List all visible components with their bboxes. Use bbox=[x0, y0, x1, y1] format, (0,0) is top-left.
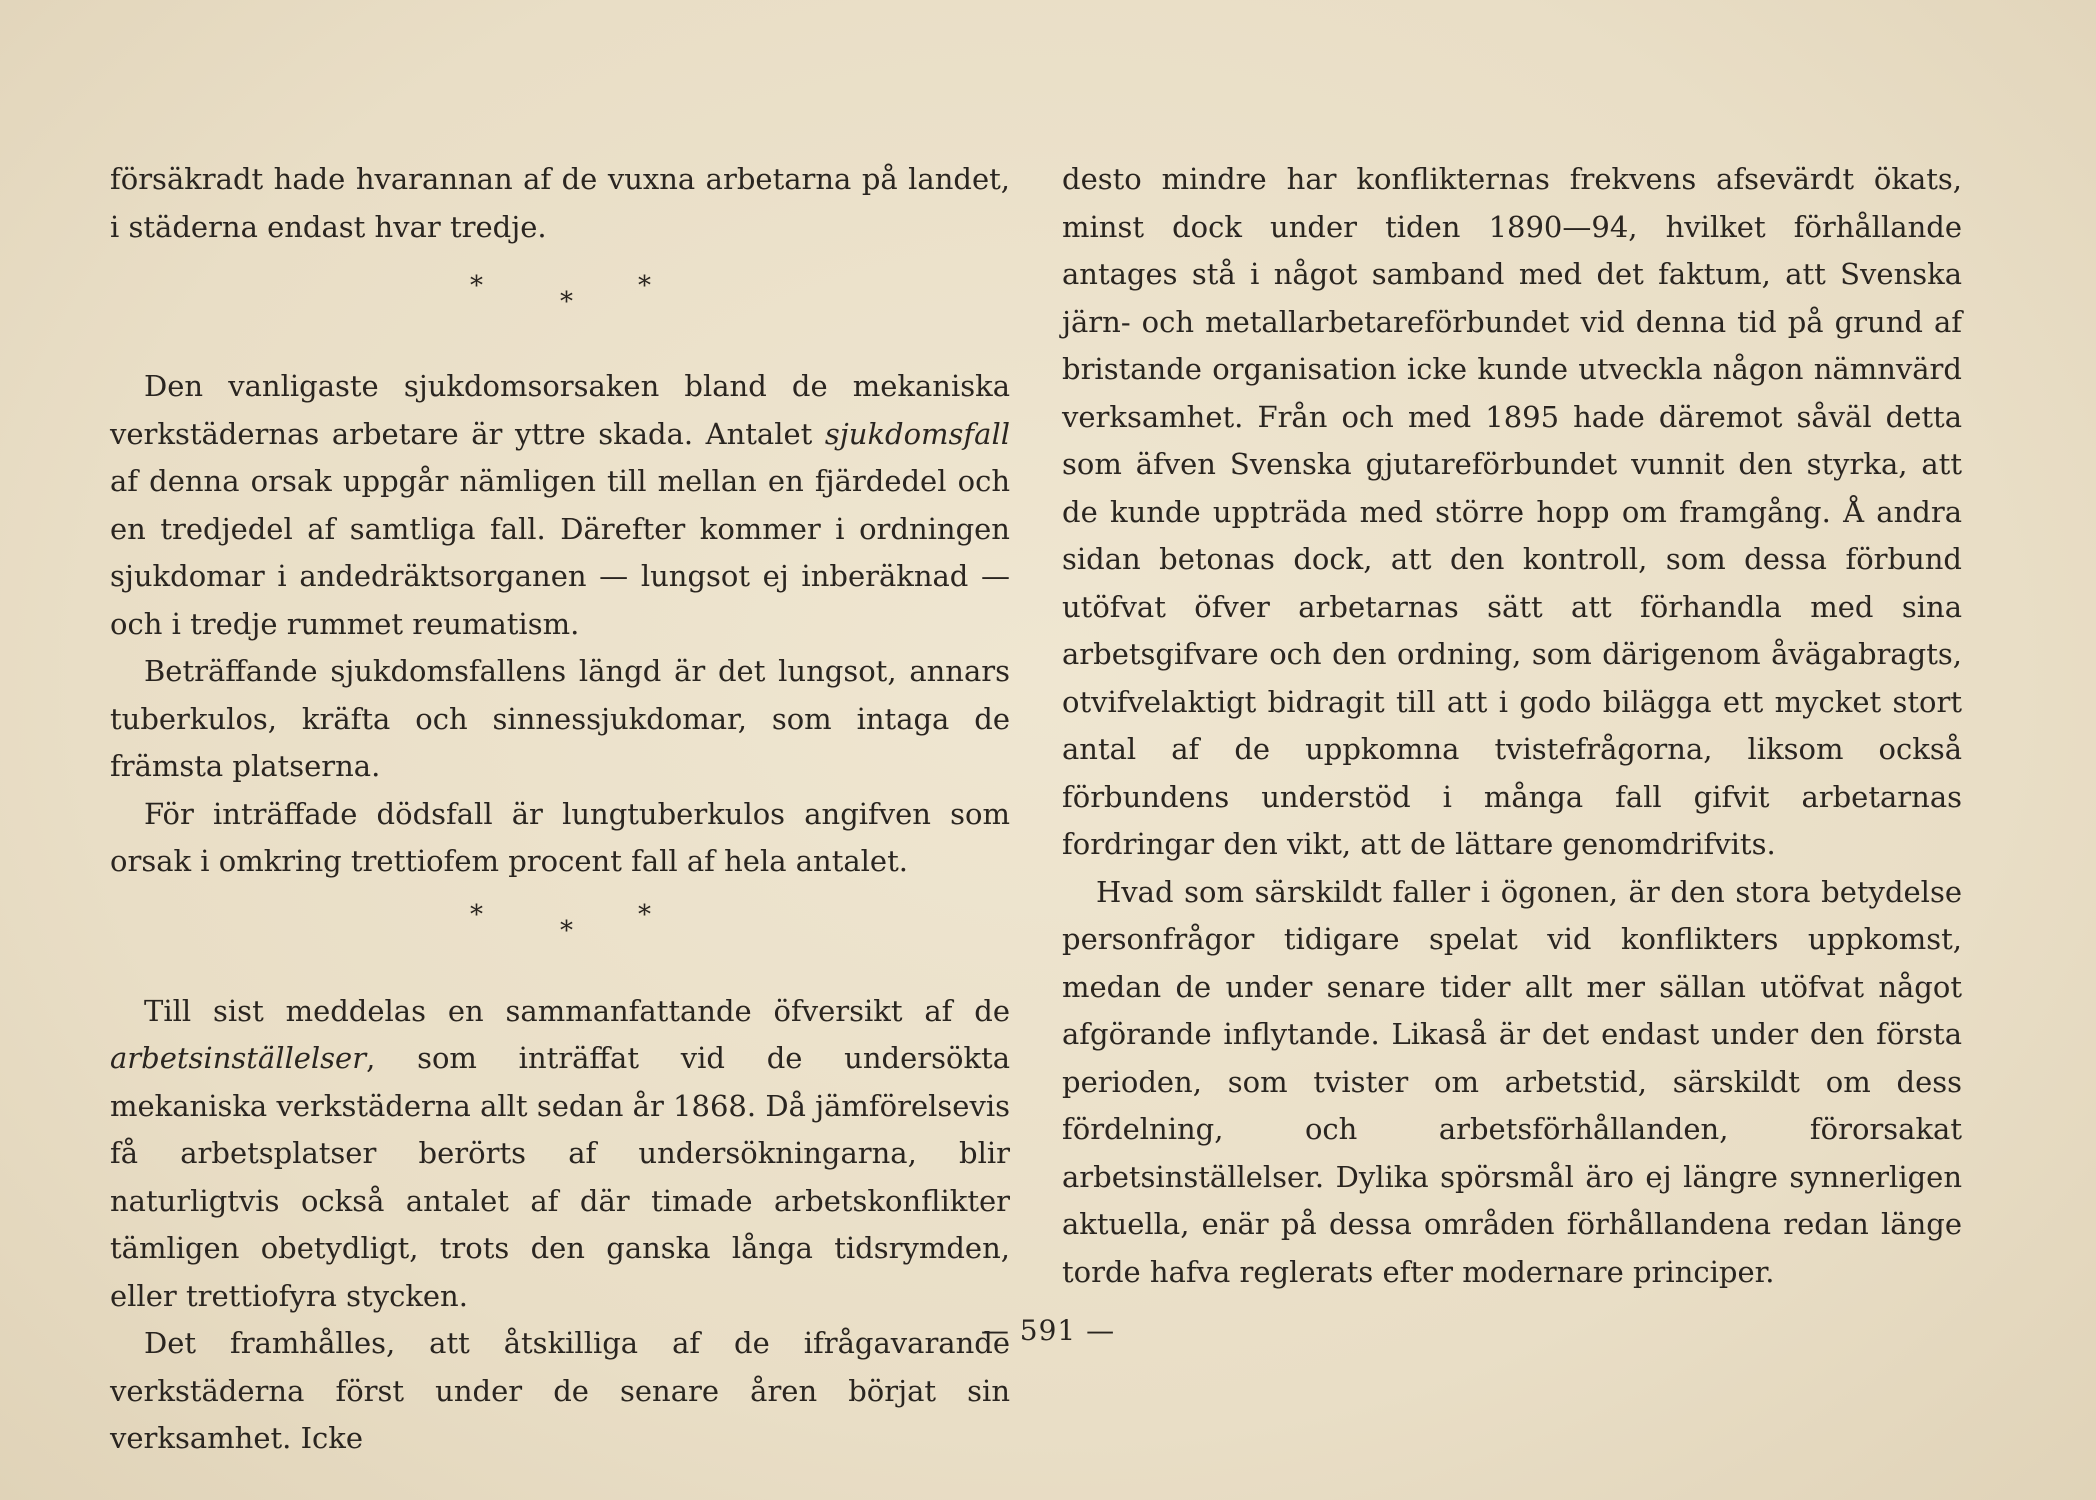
paragraph: försäkradt hade hvarannan af de vuxna arbetarna på landet, i städerna endast hvar tredje. bbox=[110, 162, 1010, 244]
text-run: Till sist meddelas en sammanfattande öfversikt af de bbox=[144, 993, 1010, 1028]
text-run: Den vanligaste sjukdomsorsaken bland de mekaniska verkstädernas arbetare är yttre skada. Antalet bbox=[110, 369, 1010, 451]
section-divider-asterisks bbox=[110, 251, 1010, 363]
asterisk: * bbox=[638, 899, 651, 930]
section-divider-asterisks bbox=[110, 886, 1010, 988]
text-run: af denna orsak uppgår nämligen till mellan en fjärdedel och en tredjedel af samtliga fall. Därefter kommer i ordningen sjukdomar i andedräktsorganen — lungsot ej inberäknad — och i tredje rummet reumatism. bbox=[110, 464, 1010, 641]
paragraph bbox=[110, 363, 1010, 648]
right-text-column bbox=[1062, 156, 1962, 1296]
asterisk: * bbox=[470, 899, 483, 930]
emphasized-term: sjukdomsfall bbox=[824, 416, 1010, 451]
emphasized-term: arbetsinställelser bbox=[110, 1041, 367, 1075]
text-run: , som inträffat vid de undersökta mekaniska verkstäderna allt sedan år 1868. Då jämförelsevis få arbetsplatser berörts af undersökningarna, blir naturligtvis också antalet af där timade arbetskonflikter tämligen obetydligt, trots den ganska långa tidsrymden, eller trettiofyra stycken. bbox=[110, 1041, 1010, 1313]
paragraph: För inträffade dödsfall är lungtuberkulos angifven som orsak i omkring trettiofem procent fall af hela antalet. bbox=[110, 796, 1010, 878]
paragraph bbox=[110, 988, 1010, 1321]
paragraph: Hvad som särskildt faller i ögonen, är den stora betydelse personfrågor tidigare spelat vid konflikters uppkomst, medan de under senare tider allt mer sällan utöfvat något afgörande inflytande. Likaså är det endast under den första perioden, som tvister om arbetstid, särskildt om dess fördelning, och arbetsförhållanden, förorsakat arbetsinställelser. Dylika spörsmål äro ej längre synnerligen aktuella, enär på dessa områden förhållandena redan länge torde hafva reglerats efter modernare principer. bbox=[1062, 874, 1962, 1289]
paragraph: Det framhålles, att åtskilliga af de ifrågavarande verkstäderna först under de senare åren börjat sin verksamhet. Icke bbox=[110, 1326, 1010, 1455]
paragraph: desto mindre har konflikternas frekvens afsevärdt ökats, minst dock under tiden 1890—94, hvilket förhållande antages stå i något samband med det faktum, att Svenska järn- och metallarbetareförbundet vid denna tid på grund af bristande organisation icke kunde utveckla någon nämnvärd verksamhet. Från och med 1895 hade däremot såväl detta som äfven Svenska gjutareförbundet vunnit den styrka, att de kunde uppträda med större hopp om framgång. Å andra sidan betonas dock, att den kontroll, som dessa förbund utöfvat öfver arbetarnas sätt att förhandla med sina arbetsgifvare och den ordning, som därigenom åvägabragts, otvifvelaktigt bidragit till att i godo bilägga ett mycket stort antal af de uppkomna tvistefrågorna, liksom också förbundens understöd i många fall gifvit arbetarnas fordringar den vikt, att de lättare genomdrifvits. bbox=[1062, 162, 1962, 861]
page-number: — 591 — bbox=[980, 1314, 1116, 1347]
asterisk: * bbox=[470, 271, 483, 301]
asterisk: * bbox=[638, 271, 651, 301]
asterisk: * bbox=[560, 287, 573, 317]
left-text-column bbox=[110, 156, 1010, 1463]
asterisk: * bbox=[560, 915, 573, 946]
paragraph: Beträffande sjukdomsfallens längd är det lungsot, annars tuberkulos, kräfta och sinnessjukdomar, som intaga de främsta platserna. bbox=[110, 654, 1010, 783]
